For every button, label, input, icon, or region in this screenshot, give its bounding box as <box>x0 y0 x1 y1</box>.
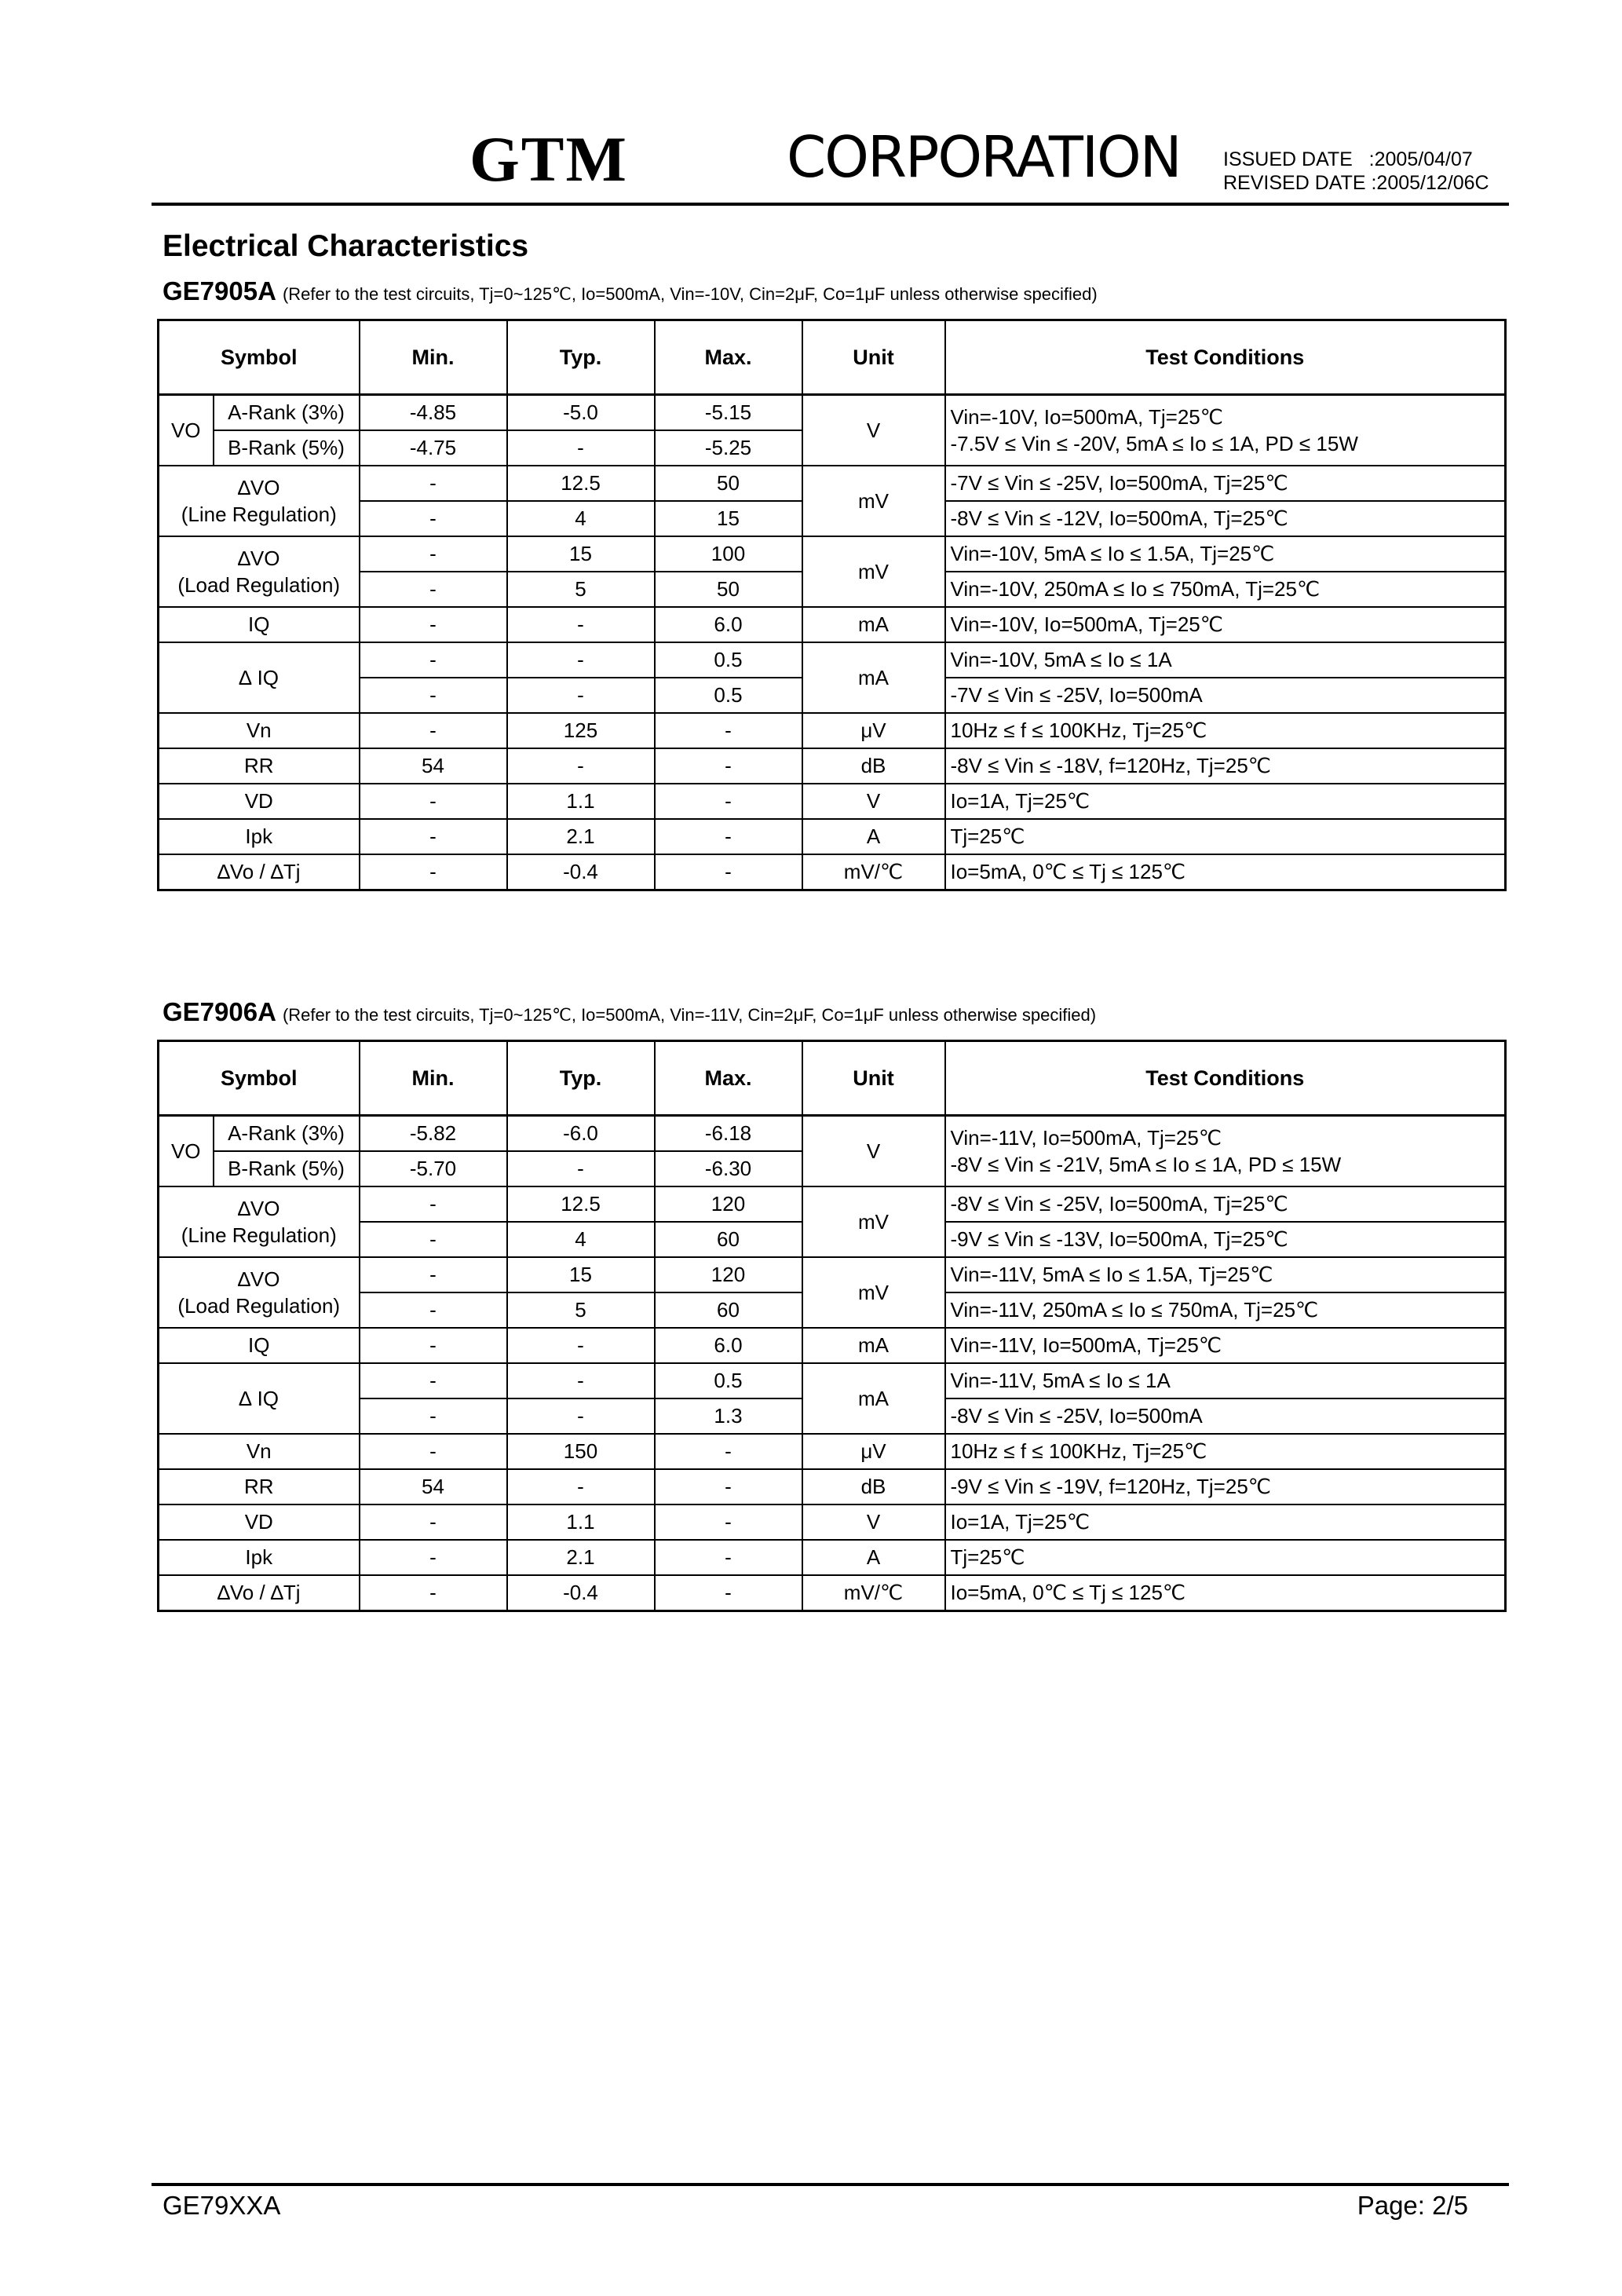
min-cell: - <box>360 1540 507 1575</box>
col-max: Max. <box>655 320 802 395</box>
typ-cell: - <box>507 1151 655 1186</box>
conditions-cell: Vin=-10V, 5mA ≤ Io ≤ 1A <box>945 642 1506 678</box>
typ-cell: 15 <box>507 536 655 572</box>
typ-cell: - <box>507 1469 655 1504</box>
symbol-cell: IQ <box>159 607 360 642</box>
min-cell: -5.82 <box>360 1116 507 1152</box>
conditions-cell: Vin=-11V, 5mA ≤ Io ≤ 1A <box>945 1363 1506 1398</box>
col-symbol: Symbol <box>159 320 360 395</box>
typ-cell: 5 <box>507 1292 655 1328</box>
col-max: Max. <box>655 1041 802 1116</box>
max-cell: -6.18 <box>655 1116 802 1152</box>
table-row <box>159 713 1506 748</box>
rank-cell: A-Rank (3%) <box>214 1116 360 1152</box>
conditions-cell: Io=1A, Tj=25℃ <box>945 1504 1506 1540</box>
typ-cell: -6.0 <box>507 1116 655 1152</box>
min-cell: - <box>360 678 507 713</box>
typ-cell: 1.1 <box>507 784 655 819</box>
max-cell: 60 <box>655 1292 802 1328</box>
symbol-cell: IQ <box>159 1328 360 1363</box>
table-row <box>159 1540 1506 1575</box>
unit-cell: mA <box>802 1363 945 1434</box>
max-cell: -6.30 <box>655 1151 802 1186</box>
rank-cell: B-Rank (5%) <box>214 1151 360 1186</box>
document-dates <box>1223 148 1489 195</box>
unit-cell: A <box>802 819 945 854</box>
min-cell: - <box>360 1222 507 1257</box>
min-cell: - <box>360 642 507 678</box>
max-cell: - <box>655 1575 802 1611</box>
table-row <box>159 1504 1506 1540</box>
table-row <box>159 607 1506 642</box>
unit-cell: mV <box>802 466 945 536</box>
min-cell: - <box>360 1575 507 1611</box>
electrical-table-ge7906a <box>157 1040 1507 1612</box>
typ-cell: 1.1 <box>507 1504 655 1540</box>
typ-cell: 5 <box>507 572 655 607</box>
max-cell: 0.5 <box>655 1363 802 1398</box>
conditions-cell: 10Hz ≤ f ≤ 100KHz, Tj=25℃ <box>945 713 1506 748</box>
symbol-line: ∆VO <box>238 1197 280 1220</box>
symbol-cell: RR <box>159 748 360 784</box>
max-cell: - <box>655 1504 802 1540</box>
table-row <box>159 1328 1506 1363</box>
symbol-cell: VO <box>159 1116 214 1187</box>
symbol-cell: ∆Vo / ∆Tj <box>159 854 360 890</box>
conditions-cell: Tj=25℃ <box>945 819 1506 854</box>
company-logo: GTM <box>469 123 628 195</box>
symbol-cell: Ipk <box>159 819 360 854</box>
conditions-cell: -8V ≤ Vin ≤ -12V, Io=500mA, Tj=25℃ <box>945 501 1506 536</box>
unit-cell: mV <box>802 536 945 607</box>
conditions-cell: Vin=-10V, Io=500mA, Tj=25℃ <box>945 607 1506 642</box>
rank-cell: B-Rank (5%) <box>214 430 360 466</box>
col-unit: Unit <box>802 1041 945 1116</box>
col-unit: Unit <box>802 320 945 395</box>
col-min: Min. <box>360 320 507 395</box>
conditions-cell: Io=1A, Tj=25℃ <box>945 784 1506 819</box>
max-cell: - <box>655 784 802 819</box>
unit-cell: mA <box>802 607 945 642</box>
min-cell: - <box>360 501 507 536</box>
symbol-cell: ∆Vo / ∆Tj <box>159 1575 360 1611</box>
table-row <box>159 784 1506 819</box>
electrical-table-ge7905a <box>157 319 1507 891</box>
page-number: Page: 2/5 <box>1357 2191 1468 2220</box>
issued-date: ISSUED DATE :2005/04/07 <box>1223 148 1473 170</box>
max-cell: - <box>655 1434 802 1469</box>
symbol-cell: Ipk <box>159 1540 360 1575</box>
symbol-cell: Vn <box>159 713 360 748</box>
max-cell: - <box>655 713 802 748</box>
typ-cell: -0.4 <box>507 1575 655 1611</box>
conditions-cell: -8V ≤ Vin ≤ -25V, Io=500mA, Tj=25℃ <box>945 1186 1506 1222</box>
rank-cell: A-Rank (3%) <box>214 395 360 431</box>
conditions-cell: -9V ≤ Vin ≤ -19V, f=120Hz, Tj=25℃ <box>945 1469 1506 1504</box>
typ-cell: 2.1 <box>507 1540 655 1575</box>
header-rule <box>152 203 1509 206</box>
typ-cell: - <box>507 1363 655 1398</box>
typ-cell: -0.4 <box>507 854 655 890</box>
min-cell: -4.75 <box>360 430 507 466</box>
col-typ: Typ. <box>507 1041 655 1116</box>
table-row <box>159 819 1506 854</box>
conditions-cell: Vin=-10V, 250mA ≤ Io ≤ 750mA, Tj=25℃ <box>945 572 1506 607</box>
typ-cell: 150 <box>507 1434 655 1469</box>
min-cell: 54 <box>360 1469 507 1504</box>
part-conditions: (Refer to the test circuits, Tj=0~125℃, Io=500mA, Vin=-10V, Cin=2μF, Co=1μF unless otherwise specified) <box>282 284 1098 304</box>
col-min: Min. <box>360 1041 507 1116</box>
unit-cell: mA <box>802 642 945 713</box>
conditions-cell: Tj=25℃ <box>945 1540 1506 1575</box>
table-row <box>159 1186 1506 1222</box>
revised-date: REVISED DATE :2005/12/06C <box>1223 172 1489 194</box>
part-heading-2 <box>163 997 1096 1027</box>
min-cell: - <box>360 819 507 854</box>
min-cell: - <box>360 713 507 748</box>
symbol-cell <box>159 536 360 607</box>
typ-cell: 125 <box>507 713 655 748</box>
footer-rule <box>152 2183 1509 2186</box>
footer-part-family: GE79XXA <box>163 2191 281 2220</box>
table-row <box>159 1469 1506 1504</box>
typ-cell: 4 <box>507 501 655 536</box>
conditions-cell: -7V ≤ Vin ≤ -25V, Io=500mA, Tj=25℃ <box>945 466 1506 501</box>
max-cell: - <box>655 854 802 890</box>
min-cell: - <box>360 784 507 819</box>
condition-line: Vin=-10V, Io=500mA, Tj=25℃ <box>950 405 1223 429</box>
condition-line: -7.5V ≤ Vin ≤ -20V, 5mA ≤ Io ≤ 1A, PD ≤ 15W <box>950 432 1358 455</box>
unit-cell: A <box>802 1540 945 1575</box>
typ-cell: 2.1 <box>507 819 655 854</box>
col-symbol: Symbol <box>159 1041 360 1116</box>
max-cell: 60 <box>655 1222 802 1257</box>
unit-cell: mV <box>802 1186 945 1257</box>
typ-cell: 12.5 <box>507 466 655 501</box>
unit-cell: V <box>802 1504 945 1540</box>
symbol-line: ∆VO <box>238 476 280 499</box>
typ-cell: - <box>507 678 655 713</box>
conditions-cell <box>945 395 1506 466</box>
symbol-cell <box>159 1186 360 1257</box>
max-cell: 1.3 <box>655 1398 802 1434</box>
table-row <box>159 536 1506 572</box>
col-test-conditions: Test Conditions <box>945 320 1506 395</box>
conditions-cell <box>945 1116 1506 1187</box>
max-cell: - <box>655 1469 802 1504</box>
table-row <box>159 1363 1506 1398</box>
corporation-title: CORPORATION <box>787 124 1181 190</box>
typ-cell: 4 <box>507 1222 655 1257</box>
symbol-cell <box>159 1257 360 1328</box>
col-typ: Typ. <box>507 320 655 395</box>
max-cell: - <box>655 819 802 854</box>
part-conditions: (Refer to the test circuits, Tj=0~125℃, Io=500mA, Vin=-11V, Cin=2μF, Co=1μF unless otherwise specified) <box>282 1005 1097 1025</box>
min-cell: 54 <box>360 748 507 784</box>
max-cell: 6.0 <box>655 1328 802 1363</box>
max-cell: 6.0 <box>655 607 802 642</box>
table-row <box>159 466 1506 501</box>
conditions-cell: 10Hz ≤ f ≤ 100KHz, Tj=25℃ <box>945 1434 1506 1469</box>
min-cell: - <box>360 1398 507 1434</box>
min-cell: - <box>360 536 507 572</box>
min-cell: - <box>360 1504 507 1540</box>
table-row <box>159 854 1506 890</box>
symbol-line: ∆VO <box>238 1267 280 1291</box>
col-test-conditions: Test Conditions <box>945 1041 1506 1116</box>
min-cell: -4.85 <box>360 395 507 431</box>
symbol-line: (Load Regulation) <box>177 573 341 597</box>
symbol-line: (Line Regulation) <box>181 503 337 526</box>
typ-cell: - <box>507 607 655 642</box>
min-cell: - <box>360 1257 507 1292</box>
table-row <box>159 1575 1506 1611</box>
max-cell: 0.5 <box>655 678 802 713</box>
typ-cell: 12.5 <box>507 1186 655 1222</box>
max-cell: 120 <box>655 1186 802 1222</box>
part-number: GE7906A <box>163 997 276 1026</box>
table-header-row <box>159 320 1506 395</box>
max-cell: -5.25 <box>655 430 802 466</box>
table-header-row <box>159 1041 1506 1116</box>
min-cell: - <box>360 572 507 607</box>
unit-cell: μV <box>802 713 945 748</box>
typ-cell: 15 <box>507 1257 655 1292</box>
typ-cell: - <box>507 748 655 784</box>
min-cell: -5.70 <box>360 1151 507 1186</box>
conditions-cell: Vin=-11V, 5mA ≤ Io ≤ 1.5A, Tj=25℃ <box>945 1257 1506 1292</box>
min-cell: - <box>360 466 507 501</box>
table-row <box>159 1257 1506 1292</box>
symbol-cell: VD <box>159 784 360 819</box>
min-cell: - <box>360 607 507 642</box>
table-row <box>159 1116 1506 1152</box>
min-cell: - <box>360 1186 507 1222</box>
max-cell: 0.5 <box>655 642 802 678</box>
conditions-cell: -8V ≤ Vin ≤ -25V, Io=500mA <box>945 1398 1506 1434</box>
table-row <box>159 395 1506 431</box>
symbol-line: (Line Regulation) <box>181 1223 337 1247</box>
conditions-cell: Vin=-10V, 5mA ≤ Io ≤ 1.5A, Tj=25℃ <box>945 536 1506 572</box>
symbol-line: ∆VO <box>238 547 280 570</box>
symbol-cell: ∆ IQ <box>159 1363 360 1434</box>
table-row <box>159 642 1506 678</box>
max-cell: - <box>655 1540 802 1575</box>
min-cell: - <box>360 1292 507 1328</box>
max-cell: 120 <box>655 1257 802 1292</box>
table-row <box>159 748 1506 784</box>
section-title: Electrical Characteristics <box>163 229 529 263</box>
symbol-cell: RR <box>159 1469 360 1504</box>
unit-cell: dB <box>802 1469 945 1504</box>
part-number: GE7905A <box>163 276 276 305</box>
symbol-cell: VO <box>159 395 214 466</box>
min-cell: - <box>360 854 507 890</box>
unit-cell: V <box>802 1116 945 1187</box>
unit-cell: mV <box>802 1257 945 1328</box>
conditions-cell: -7V ≤ Vin ≤ -25V, Io=500mA <box>945 678 1506 713</box>
max-cell: 50 <box>655 572 802 607</box>
max-cell: 15 <box>655 501 802 536</box>
table-row <box>159 1434 1506 1469</box>
conditions-cell: Vin=-11V, 250mA ≤ Io ≤ 750mA, Tj=25℃ <box>945 1292 1506 1328</box>
condition-line: -8V ≤ Vin ≤ -21V, 5mA ≤ Io ≤ 1A, PD ≤ 15W <box>950 1153 1342 1176</box>
min-cell: - <box>360 1434 507 1469</box>
conditions-cell: -8V ≤ Vin ≤ -18V, f=120Hz, Tj=25℃ <box>945 748 1506 784</box>
conditions-cell: -9V ≤ Vin ≤ -13V, Io=500mA, Tj=25℃ <box>945 1222 1506 1257</box>
max-cell: -5.15 <box>655 395 802 431</box>
typ-cell: - <box>507 1398 655 1434</box>
conditions-cell: Io=5mA, 0℃ ≤ Tj ≤ 125℃ <box>945 854 1506 890</box>
symbol-cell <box>159 466 360 536</box>
symbol-cell: ∆ IQ <box>159 642 360 713</box>
conditions-cell: Io=5mA, 0℃ ≤ Tj ≤ 125℃ <box>945 1575 1506 1611</box>
symbol-line: (Load Regulation) <box>177 1294 341 1318</box>
part-heading-1 <box>163 276 1098 306</box>
max-cell: - <box>655 748 802 784</box>
typ-cell: -5.0 <box>507 395 655 431</box>
unit-cell: V <box>802 784 945 819</box>
unit-cell: mV/℃ <box>802 1575 945 1611</box>
unit-cell: μV <box>802 1434 945 1469</box>
unit-cell: mA <box>802 1328 945 1363</box>
max-cell: 100 <box>655 536 802 572</box>
unit-cell: mV/℃ <box>802 854 945 890</box>
symbol-cell: VD <box>159 1504 360 1540</box>
max-cell: 50 <box>655 466 802 501</box>
typ-cell: - <box>507 1328 655 1363</box>
symbol-cell: Vn <box>159 1434 360 1469</box>
unit-cell: dB <box>802 748 945 784</box>
unit-cell: V <box>802 395 945 466</box>
typ-cell: - <box>507 642 655 678</box>
conditions-cell: Vin=-11V, Io=500mA, Tj=25℃ <box>945 1328 1506 1363</box>
min-cell: - <box>360 1363 507 1398</box>
min-cell: - <box>360 1328 507 1363</box>
typ-cell: - <box>507 430 655 466</box>
condition-line: Vin=-11V, Io=500mA, Tj=25℃ <box>950 1126 1222 1150</box>
